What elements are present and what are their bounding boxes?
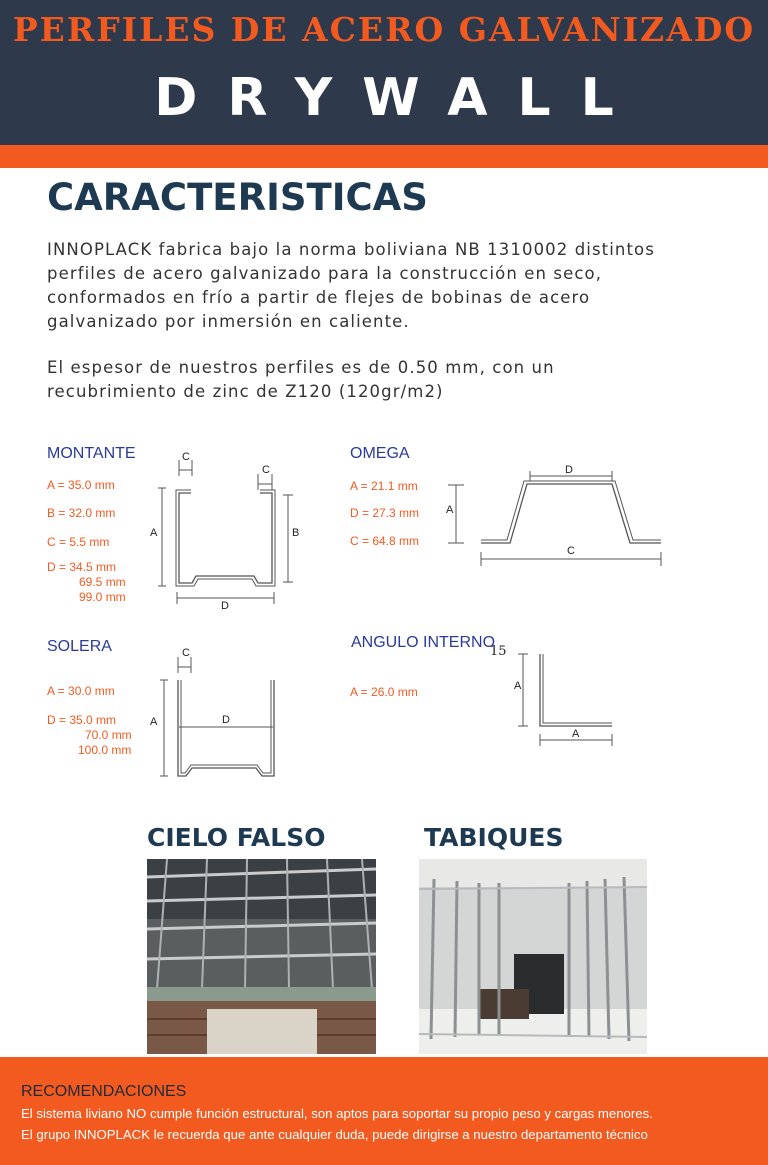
solera-dim-d2: 70.0 mm: [85, 728, 132, 742]
tabiques-image: [419, 859, 647, 1054]
montante-dim-d2: 69.5 mm: [79, 575, 126, 589]
angulo-dim-a: A = 26.0 mm: [350, 685, 418, 699]
header-title: PERFILES DE ACERO GALVANIZADO: [12, 10, 756, 49]
cielo-falso-photo: [147, 859, 376, 1054]
montante-label-c1: C: [182, 451, 190, 463]
cielo-falso-image: [147, 859, 376, 1054]
omega-dim-c: C = 64.8 mm: [350, 534, 420, 548]
angulo-label-a1: A: [514, 680, 522, 692]
omega-profile-drawing: [448, 471, 661, 566]
section-title-caracteristicas: CARACTERISTICAS: [47, 176, 428, 219]
solera-dim-a: A = 30.0 mm: [47, 684, 115, 698]
solera-label-c: C: [182, 647, 190, 659]
footer-line-2: El grupo INNOPLACK le recuerda que ante cualquier duda, puede dirigirse a nuestro departamento técnico: [21, 1127, 648, 1142]
montante-label-c2: C: [262, 464, 270, 476]
omega-label-d: D: [565, 464, 573, 476]
solera-title: SOLERA: [47, 638, 112, 655]
angulo-label-a2: A: [572, 728, 580, 740]
solera-dim-d: D = 35.0 mm: [47, 713, 117, 727]
description-paragraph: INNOPLACK fabrica bajo la norma boliviana NB 1310002 distintos perfiles de acero galvanizado para la construcción en seco, conformados en frío a partir de flejes de bobinas de acero galvanizado por inmersión en caliente.: [47, 240, 655, 331]
omega-title: OMEGA: [350, 445, 410, 462]
omega-dim-a: A = 21.1 mm: [350, 479, 418, 493]
montante-profile-drawing: [158, 460, 293, 604]
solera-label-a: A: [150, 716, 158, 728]
montante-label-d: D: [221, 600, 229, 612]
footer-title: RECOMENDACIONES: [21, 1083, 187, 1100]
montante-dim-a: A = 35.0 mm: [47, 478, 115, 492]
montante-dim-d3: 99.0 mm: [79, 590, 126, 604]
montante-label-a: A: [150, 527, 158, 539]
solera-label-d: D: [222, 714, 230, 726]
angulo-profile-drawing: [518, 654, 612, 746]
tabiques-title: TABIQUES: [424, 823, 564, 852]
omega-label-c: C: [567, 545, 575, 557]
montante-dim-b: B = 32.0 mm: [47, 506, 116, 520]
omega-dim-d: D = 27.3 mm: [350, 506, 420, 520]
montante-dim-c: C = 5.5 mm: [47, 535, 110, 549]
tabiques-photo: [419, 859, 647, 1054]
footer-line-1: El sistema liviano NO cumple función estructural, son aptos para soportar su propio peso y cargas menores.: [21, 1106, 653, 1121]
header-subtitle: DRYWALL: [154, 68, 644, 128]
cielo-falso-title: CIELO FALSO: [147, 823, 326, 852]
montante-label-b: B: [292, 527, 300, 539]
montante-title: MONTANTE: [47, 445, 136, 462]
solera-dim-d3: 100.0 mm: [78, 743, 132, 757]
thickness-paragraph: El espesor de nuestros perfiles es de 0.50 mm, con un recubrimiento de zinc de Z120 (120gr/m2): [47, 358, 555, 401]
solera-profile-drawing: [160, 657, 274, 776]
omega-label-a: A: [446, 504, 454, 516]
montante-dim-d: D = 34.5 mm: [47, 560, 117, 574]
angulo-title: ANGULO INTERNO: [351, 634, 496, 651]
angulo-note: 15: [490, 644, 507, 659]
